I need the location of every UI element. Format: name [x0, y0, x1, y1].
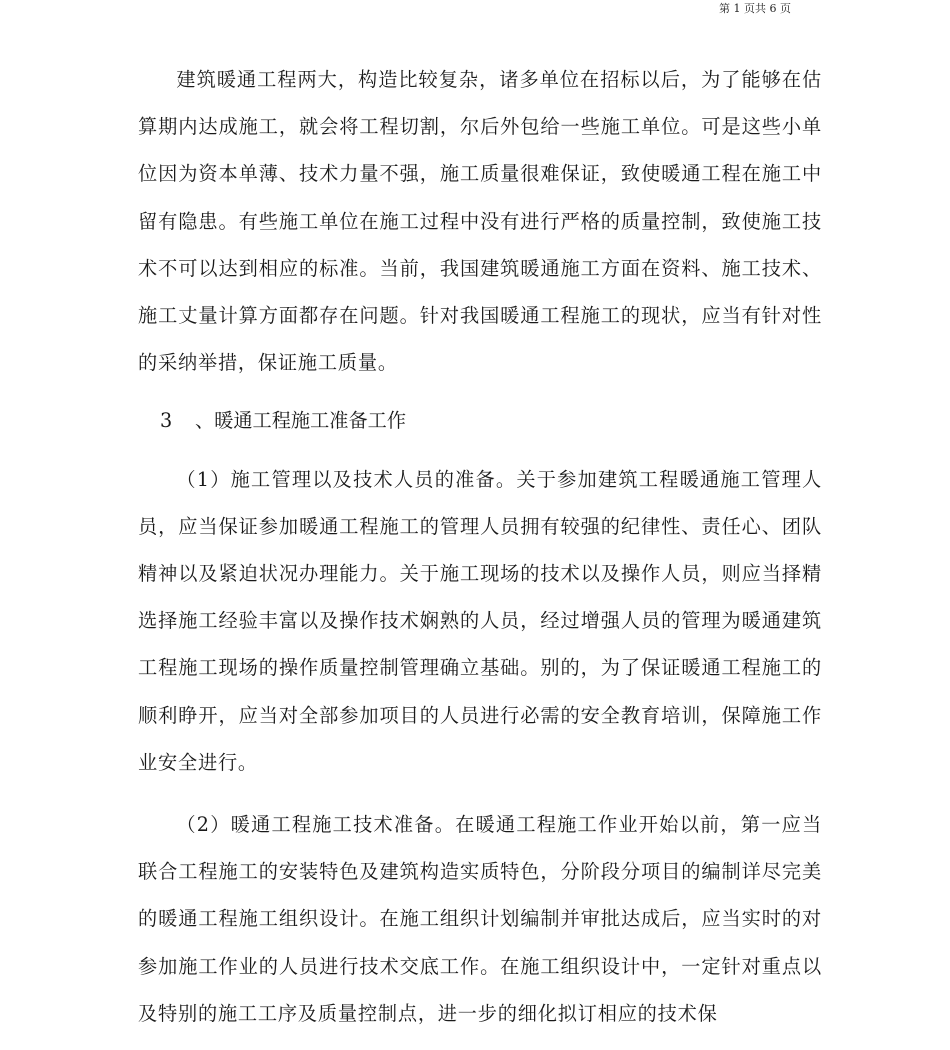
section-number: 3 [160, 409, 173, 433]
paragraph-technical-preparation: （2）暖通工程施工技术准备。在暖通工程施工作业开始以前，第一应当联合工程施工的安装特色及建筑构造实质特色，分阶段分项目的编制详尽完美的暖通工程施工组织设计。在施工组织计划编制并审批达成后，应当实时的对参加施工作业的人员进行技术交底工作。在施工组织设计中，一定针对重点以及特别的施工工序及质量控制点，进一步的细化拟订相应的技术保 [138, 813, 822, 1025]
paragraph-personnel-preparation: （1）施工管理以及技术人员的准备。关于参加建筑工程暖通施工管理人员，应当保证参加暖通工程施工的管理人员拥有较强的纪律性、责任心、团队精神以及紧迫状况办理能力。关于施工现场的技术以及操作人员，则应当择精选择施工经验丰富以及操作技术娴熟的人员，经过增强人员的管理为暖通建筑工程施工现场的操作质量控制管理确立基础。别的，为了保证暖通工程施工的顺利睁开，应当对全部参加项目的人员进行必需的安全教育培训，保障施工作业安全进行。 [138, 467, 822, 774]
document-body [138, 56, 822, 1037]
section-title: 、暖通工程施工准备工作 [195, 409, 407, 433]
page-number: 第 1 页共 6 页 [719, 2, 791, 15]
paragraph-spacer [138, 786, 822, 801]
section-heading [138, 397, 822, 444]
page-header [0, 1, 950, 17]
paragraph-intro: 建筑暖通工程两大，构造比较复杂，诸多单位在招标以后，为了能够在估算期内达成施工，就会将工程切割，尔后外包给一些施工单位。可是这些小单位因为资本单薄、技术力量不强，施工质量很难保证，致使暖通工程在施工中留有隐患。有些施工单位在施工过程中没有进行严格的质量控制，致使施工技术不可以达到相应的标准。当前，我国建筑暖通施工方面在资料、施工技术、施工丈量计算方面都存在问题。针对我国暖通工程施工的现状，应当有针对性的采纳举措，保证施工质量。 [138, 68, 822, 375]
